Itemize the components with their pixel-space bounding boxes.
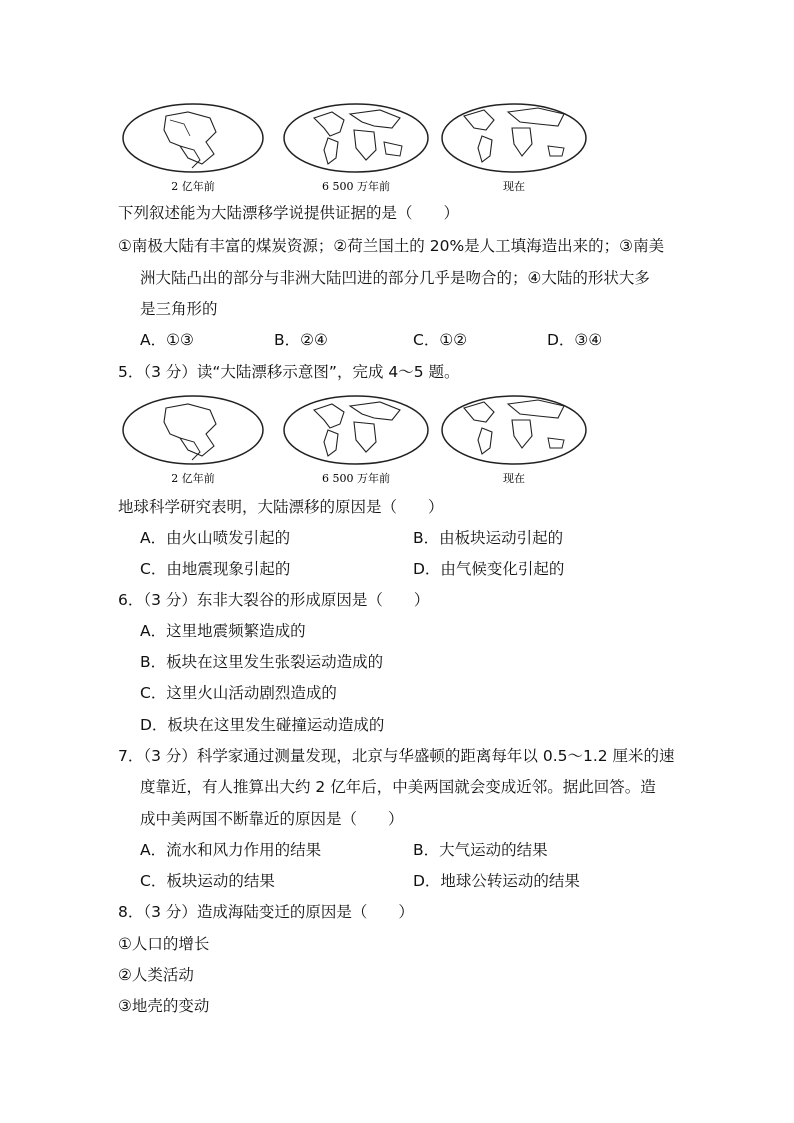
- q7-line-1: 7．（3 分）科学家通过测量发现，北京与华盛顿的距离每年以 0.5～1.2 厘米的速: [118, 747, 675, 765]
- q4-statement-line-1: ①南极大陆有丰富的煤炭资源；②荷兰国土的 20%是人工填海造出来的；③南美: [118, 237, 665, 255]
- q5-option-a[interactable]: A．由火山喷发引起的: [140, 529, 291, 547]
- figure2-caption-3: 现在: [503, 472, 525, 485]
- globe-200mya: [123, 104, 263, 172]
- figure2-caption-2: 6 500 万年前: [322, 472, 390, 485]
- figure1-caption-2: 6 500 万年前: [322, 180, 390, 193]
- q6-option-c[interactable]: C．这里火山活动剧烈造成的: [140, 684, 337, 702]
- q7-option-b[interactable]: B．大气运动的结果: [413, 841, 548, 859]
- q4-option-a[interactable]: A．①③: [140, 331, 194, 349]
- figure2-caption-1: 2 亿年前: [171, 472, 215, 485]
- q7-option-c[interactable]: C．板块运动的结果: [140, 872, 275, 890]
- q5-header: 5．（3 分）读“大陆漂移示意图”，完成 4～5 题。: [118, 363, 460, 381]
- q6-option-d[interactable]: D．板块在这里发生碰撞运动造成的: [140, 716, 385, 734]
- globe-65mya-2: [284, 396, 428, 464]
- figure1-caption-3: 现在: [503, 180, 525, 193]
- globe-65mya: [284, 104, 428, 172]
- q4-option-b[interactable]: B．②④: [274, 331, 328, 349]
- q4-statement-line-3: 是三角形的: [140, 300, 218, 318]
- q5-stem: 地球科学研究表明，大陆漂移的原因是（ ）: [118, 498, 444, 516]
- q6-header: 6．（3 分）东非大裂谷的形成原因是（ ）: [118, 591, 430, 609]
- q4-stem: 下列叙述能为大陆漂移学说提供证据的是（ ）: [118, 204, 460, 222]
- q8-item-2: ②人类活动: [118, 966, 194, 984]
- continental-drift-figure-2: [118, 390, 588, 490]
- q6-option-b[interactable]: B．板块在这里发生张裂运动造成的: [140, 653, 384, 671]
- q8-header: 8．（3 分）造成海陆变迁的原因是（ ）: [118, 903, 414, 921]
- q5-option-b[interactable]: B．由板块运动引起的: [413, 529, 564, 547]
- q4-statement-line-2: 洲大陆凸出的部分与非洲大陆凹进的部分几乎是吻合的；④大陆的形状大多: [140, 269, 650, 287]
- q7-option-a[interactable]: A．流水和风力作用的结果: [140, 841, 322, 859]
- q7-line-3: 成中美两国不断靠近的原因是（ ）: [140, 810, 404, 828]
- q7-option-d[interactable]: D．地球公转运动的结果: [413, 872, 580, 890]
- q7-line-2: 度靠近，有人推算出大约 2 亿年后，中美两国就会变成近邻。据此回答。造: [140, 778, 656, 796]
- globe-present: [442, 104, 586, 172]
- q5-option-d[interactable]: D．由气候变化引起的: [413, 560, 565, 578]
- q8-item-1: ①人口的增长: [118, 935, 210, 953]
- q4-option-c[interactable]: C．①②: [413, 331, 468, 349]
- q6-option-a[interactable]: A．这里地震频繁造成的: [140, 622, 306, 640]
- q4-option-d[interactable]: D．③④: [547, 331, 603, 349]
- globe-present-2: [442, 396, 586, 464]
- q8-item-3: ③地壳的变动: [118, 997, 210, 1015]
- q5-option-c[interactable]: C．由地震现象引起的: [140, 560, 291, 578]
- globe-200mya-2: [123, 396, 263, 464]
- figure1-caption-1: 2 亿年前: [171, 180, 215, 193]
- continental-drift-figure-1: [118, 98, 588, 198]
